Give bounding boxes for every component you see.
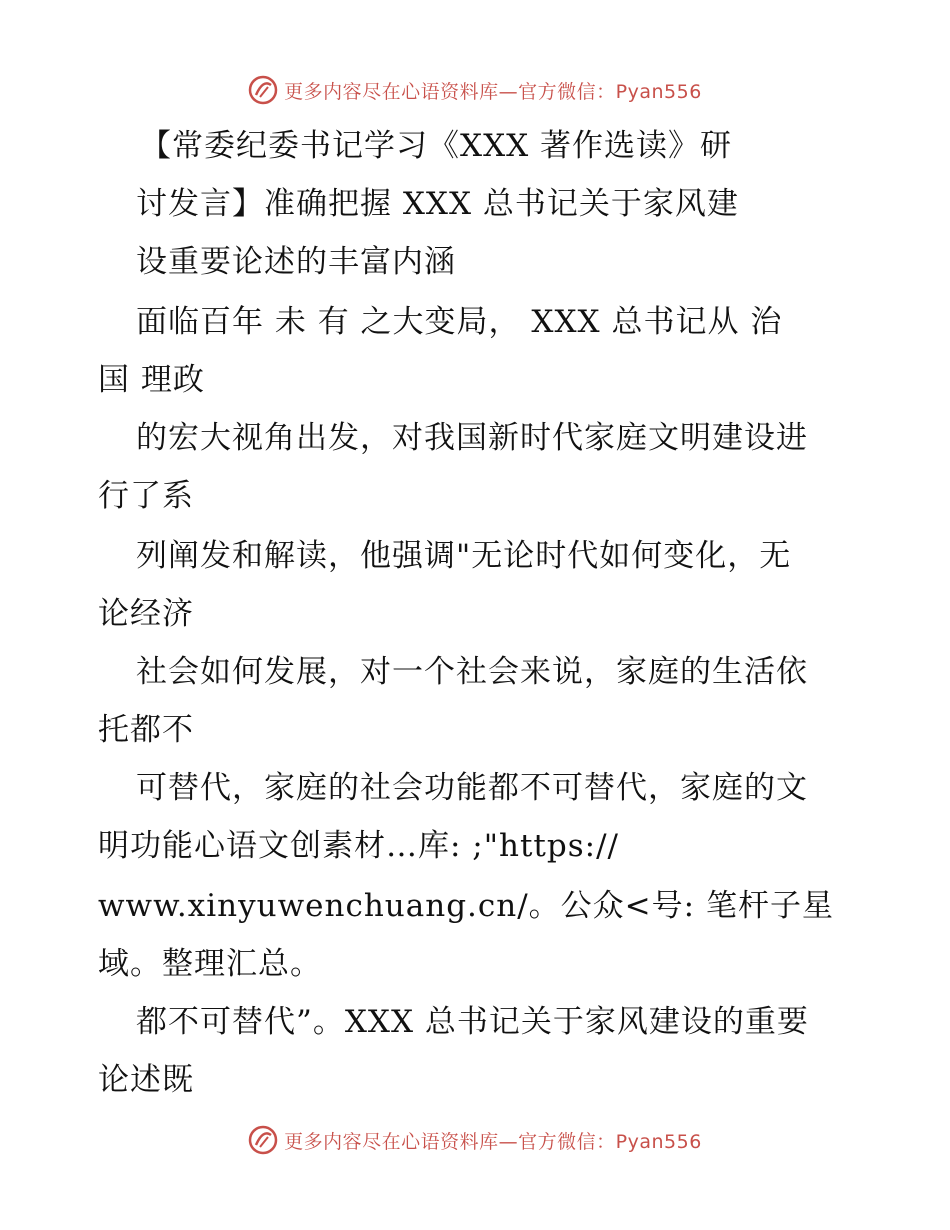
title-line-1: 【常委纪委书记学习《XXX 著作选读》研	[140, 128, 733, 164]
text-line: 域。整理汇总。	[98, 946, 322, 982]
title-line-3: 设重要论述的丰富内涵	[136, 244, 456, 280]
footer-banner	[0, 1120, 950, 1160]
text-line: 论述既	[98, 1062, 194, 1098]
text-line: 明功能心语文创素材…库: ;"https://	[98, 828, 619, 864]
text-line: 论经济	[98, 596, 194, 632]
text-line: 列阐发和解读，他强调"无论时代如何变化，无	[136, 538, 792, 574]
text-line: 行了系	[98, 478, 194, 514]
logo-icon	[248, 1125, 278, 1155]
text-line: 面临百年 未 有 之大变局， XXX 总书记从 治	[136, 304, 783, 340]
text-line: www.xinyuwenchuang.cn/。公众<号: 笔杆子星	[98, 888, 834, 924]
logo-icon	[248, 75, 278, 105]
text-line: 的宏大视角出发，对我国新时代家庭文明建设进	[136, 420, 808, 456]
banner-text: 更多内容尽在心语资料库—官方微信：Pyan556	[284, 1130, 702, 1153]
title-line-2: 讨发言】准确把握 XXX 总书记关于家风建	[136, 186, 739, 222]
text-line: 可替代，家庭的社会功能都不可替代，家庭的文	[136, 770, 808, 806]
text-line: 都不可替代”。XXX 总书记关于家风建设的重要	[136, 1004, 809, 1040]
text-line: 托都不	[98, 712, 194, 748]
banner-text: 更多内容尽在心语资料库—官方微信：Pyan556	[284, 80, 702, 103]
text-line: 国 理政	[98, 362, 205, 398]
text-line: 社会如何发展，对一个社会来说，家庭的生活依	[136, 654, 808, 690]
header-banner	[0, 70, 950, 110]
